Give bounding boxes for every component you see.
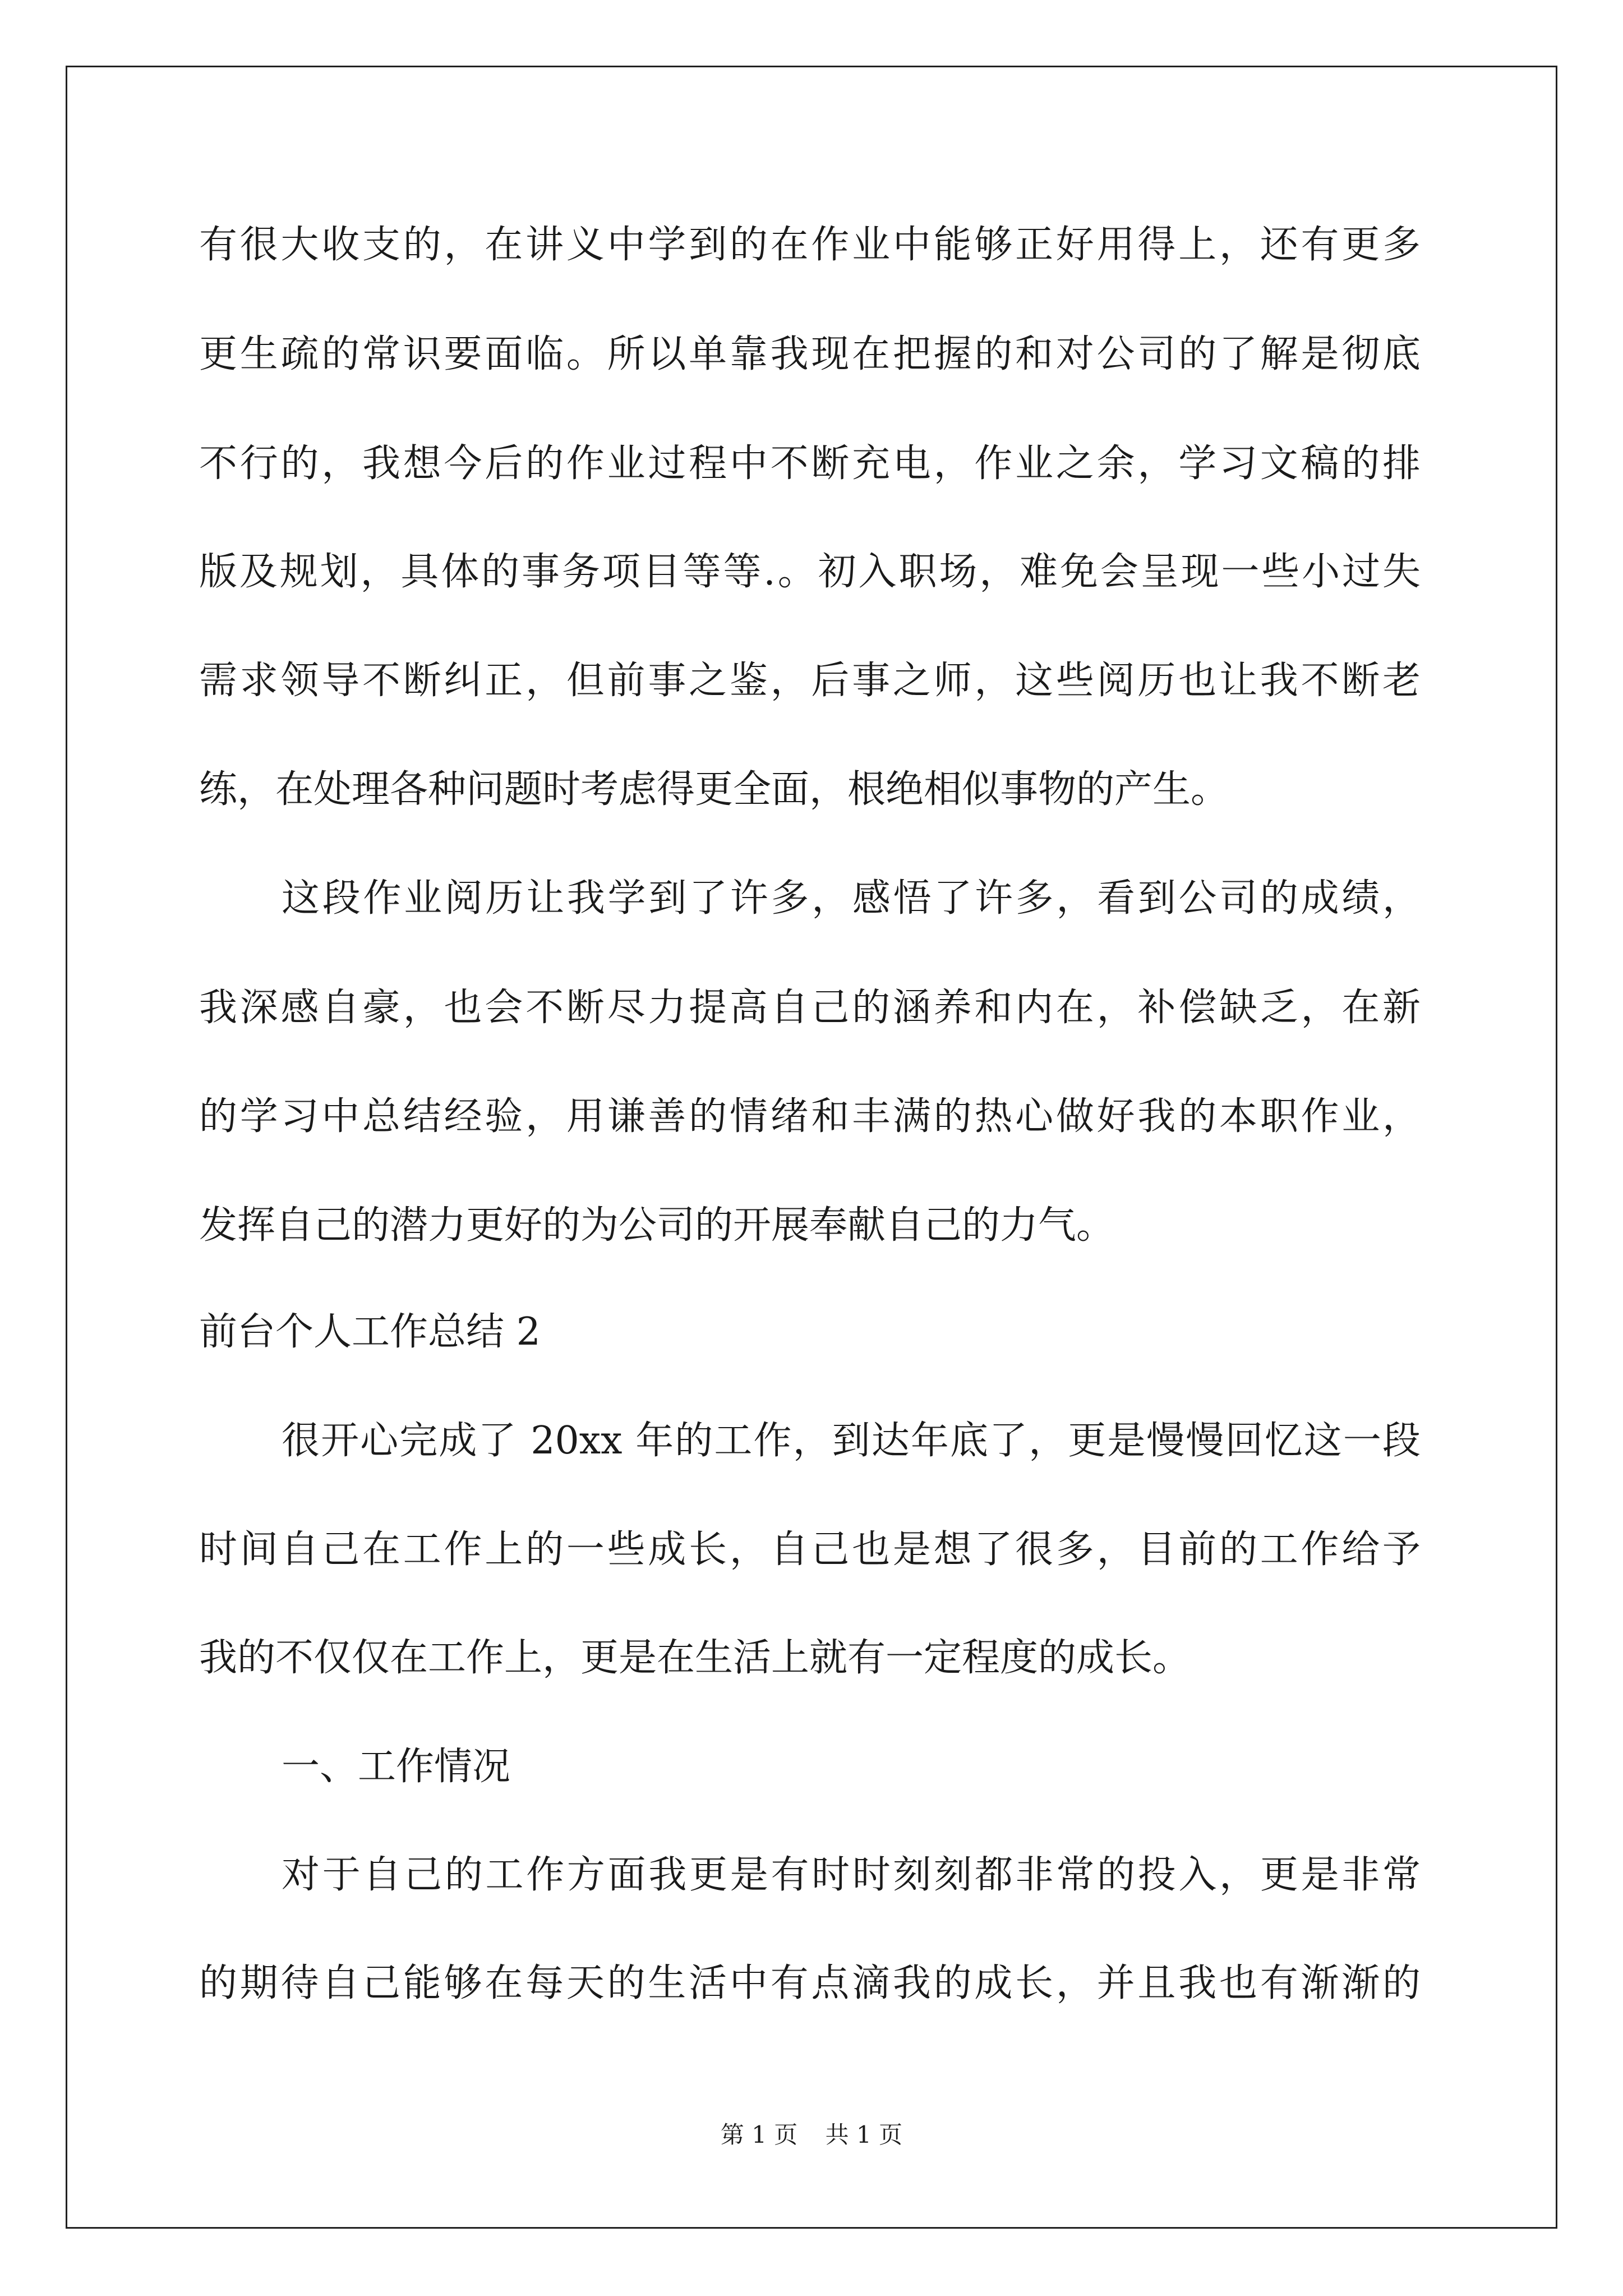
text-line: 时间自己在工作上的一些成长，自己也是想了很多，目前的工作给予 [199,1527,1421,1572]
page-border [66,66,1557,2229]
text-line: 发挥自己的潜力更好的为公司的开展奉献自己的力气。 [199,1203,1115,1248]
text-line: 需求领导不断纠正，但前事之鉴，后事之师，这些阅历也让我不断老 [199,659,1421,703]
section-heading: 前台个人工作总结 2 [199,1310,541,1354]
subsection-heading: 一、工作情况 [282,1745,511,1789]
text-line: 不行的，我想今后的作业过程中不断充电，作业之余，学习文稿的排 [199,441,1421,486]
page-total: 共 1 页 [825,2121,903,2148]
page-number: 第 1 页 [720,2121,798,2148]
text-line: 这段作业阅历让我学到了许多，感悟了许多，看到公司的成绩， [282,876,1421,921]
text-line: 有很大收支的，在讲义中学到的在作业中能够正好用得上，还有更多 [199,223,1421,267]
text-line: 我深感自豪，也会不断尽力提高自己的涵养和内在，补偿缺乏，在新 [199,986,1421,1030]
text-line: 我的不仅仅在工作上，更是在生活上就有一定程度的成长。 [199,1636,1191,1680]
text-line: 更生疏的常识要面临。所以单靠我现在把握的和对公司的了解是彻底 [199,332,1421,376]
text-line: 的学习中总结经验，用谦善的情绪和丰满的热心做好我的本职作业， [199,1094,1421,1139]
text-line: 很开心完成了 20xx 年的工作，到达年底了，更是慢慢回忆这一段 [282,1419,1421,1463]
text-line: 练，在处理各种问题时考虑得更全面，根绝相似事物的产生。 [199,767,1229,812]
page-footer [0,2119,1623,2151]
text-line: 的期待自己能够在每天的生活中有点滴我的成长，并且我也有渐渐的 [199,1961,1421,2005]
text-line: 版及规划，具体的事务项目等等.。初入职场，难免会呈现一些小过失 [199,550,1421,594]
text-line: 对于自己的工作方面我更是有时时刻刻都非常的投入，更是非常 [282,1853,1421,1897]
